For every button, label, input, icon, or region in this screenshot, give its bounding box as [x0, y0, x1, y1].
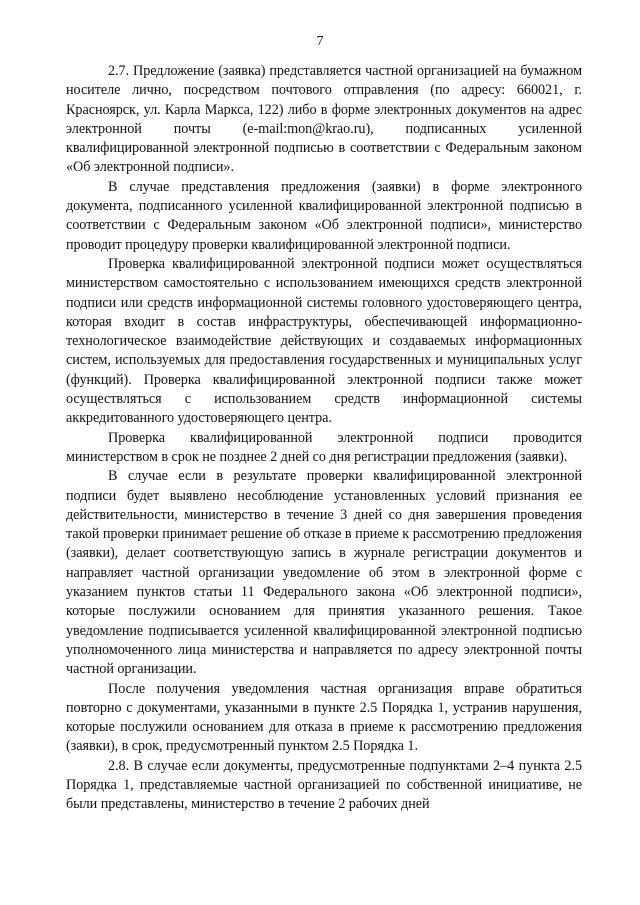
- paragraph-2-7: 2.7. Предложение (заявка) представляется частной организацией на бумажном носителе лично, посредством почтового отправления (по адресу: 660021, г. Красноярск, ул. Карла Маркса, 122) либо в форме электронных документов на адрес электронной почты (e-mail:mon@krao.ru), подписанных усиленной квалифицированной электронной подписью в соответствии с Федеральным законом «Об электронной подписи».: [66, 63, 582, 176]
- paragraph-verification-failure: В случае если в результате проверки квалифицированной электронной подписи будет выявлено несоблюдение установленных условий признания ее действительности, министерство в течение 3 дней со дня завершения проведения такой проверки принимает решение об отказе в приеме к рассмотрению предложения (заявки), делает соответствующую запись в журнале регистрации документов и направляет частной организации уведомление об этом в электронной форме с указанием пунктов статьи 11 Федерального закона «Об электронной подписи», которые послужили основанием для принятия указанного решения. Такое уведомление подписывается усиленной квалифицированной электронной подписью уполномоченного лица министерства и направляется по адресу электронной почты частной организации.: [66, 468, 582, 678]
- page-number: 7: [316, 34, 324, 49]
- paragraph-verification-deadline: Проверка квалифицированной электронной подписи проводится министерством в срок не позднее 2 дней со дня регистрации предложения (заявки).: [66, 429, 582, 465]
- paragraph-signature-verification: Проверка квалифицированной электронной подписи может осуществляться министерством самостоятельно с использованием имеющихся средств электронной подписи или средств информационной системы головного удостоверяющего центра, которая входит в состав инфраструктуры, обеспечивающей информационно-технологическое взаимодействие действующих и создаваемых информационных систем, используемых для предоставления государственных и муниципальных услуг (функций). Проверка квалифицированной электронной подписи также может осуществляться с использованием средств информационной системы аккредитованного удостоверяющего центра.: [66, 255, 582, 427]
- document-body: [66, 62, 582, 815]
- paragraph-2-8: 2.8. В случае если документы, предусмотренные подпунктами 2–4 пункта 2.5 Порядка 1, представляемые частной организацией по собственной инициативе, не были представлены, министерство в течение 2 рабочих дней: [66, 757, 582, 813]
- paragraph-electronic-submission: В случае представления предложения (заявки) в форме электронного документа, подписанного усиленной квалифицированной электронной подписью в соответствии с Федеральным законом «Об электронной подписи», министерство проводит процедуру проверки квалифицированной электронной подписи.: [66, 178, 582, 253]
- paragraph-resubmission: После получения уведомления частная организация вправе обратиться повторно с документами, указанными в пункте 2.5 Порядка 1, устранив нарушения, которые послужили основанием для отказа в приеме к рассмотрению предложения (заявки), в срок, предусмотренный пунктом 2.5 Порядка 1.: [66, 680, 582, 755]
